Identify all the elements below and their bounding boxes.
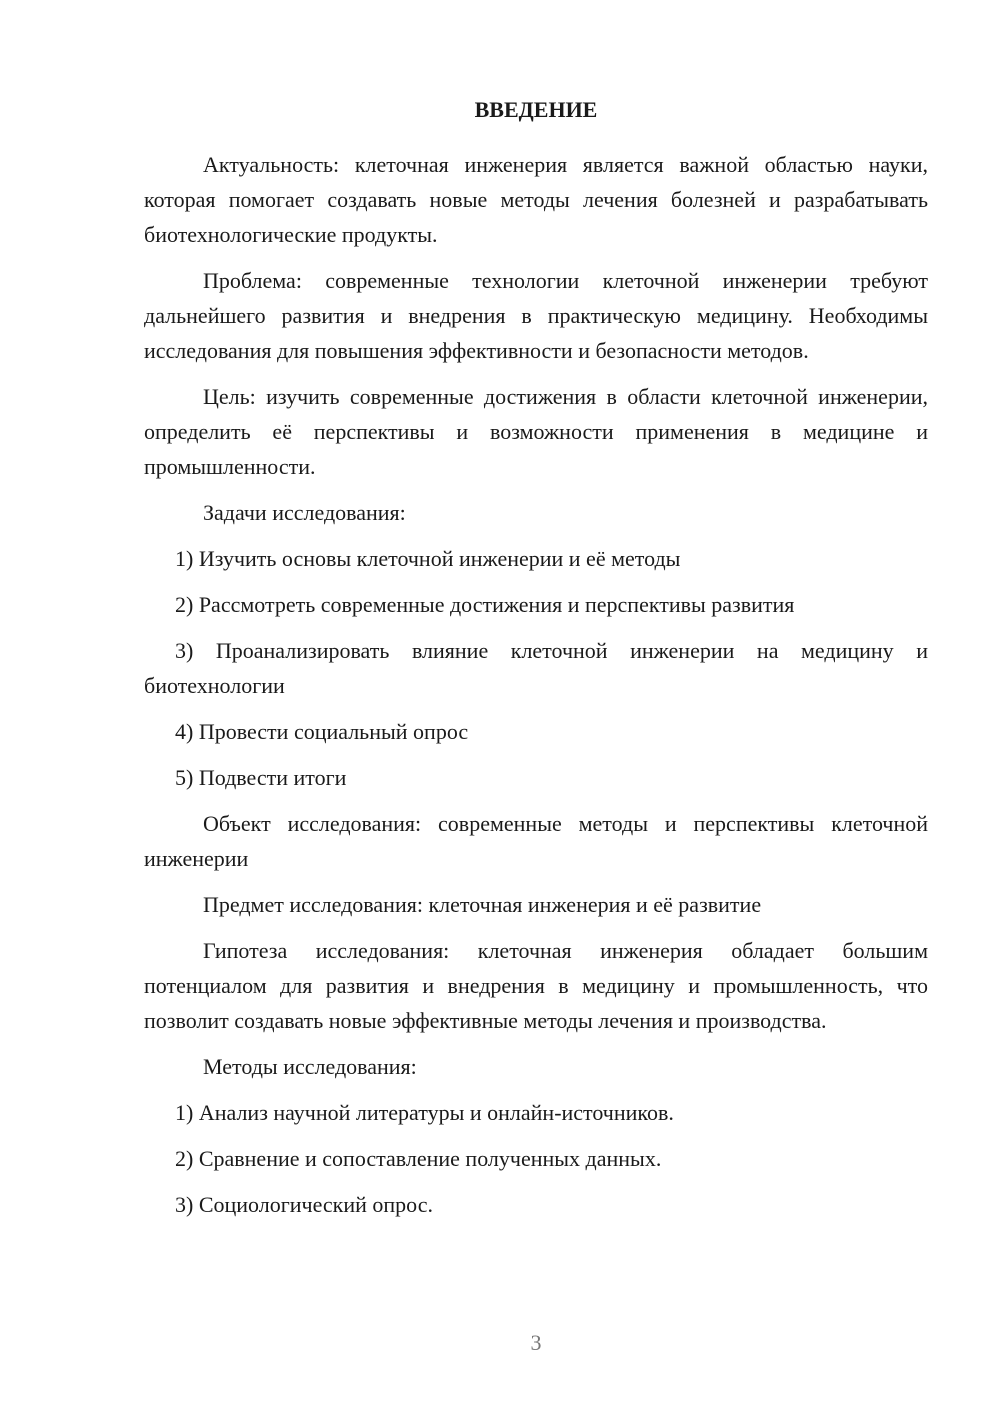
page-number: 3 xyxy=(530,1330,542,1355)
method-item: 1) Анализ научной литературы и онлайн-источников. xyxy=(175,1100,674,1125)
goal-paragraph: Цель: изучить современные достижения в области клеточной инженерии, определить её перспективы и возможности применения в медицине и промышленности. xyxy=(144,384,928,479)
method-item: 2) Сравнение и сопоставление полученных данных. xyxy=(175,1146,662,1171)
tasks-title: Задачи исследования: xyxy=(203,500,406,525)
task-item: 1) Изучить основы клеточной инженерии и её методы xyxy=(175,546,681,571)
object-paragraph: Объект исследования: современные методы и перспективы клеточной инженерии xyxy=(144,811,928,871)
hypothesis-paragraph: Гипотеза исследования: клеточная инженерия обладает большим потенциалом для развития и внедрения в медицину и промышленность, что позволит создавать новые эффективные методы лечения и производства. xyxy=(144,938,928,1033)
task-item: 2) Рассмотреть современные достижения и перспективы развития xyxy=(175,592,795,617)
subject-paragraph: Предмет исследования: клеточная инженерия и её развитие xyxy=(203,892,762,917)
task-item: 3) Проанализировать влияние клеточной инженерии на медицину и биотехнологии xyxy=(144,638,928,698)
relevance-paragraph: Актуальность: клеточная инженерия является важной областью науки, которая помогает создавать новые методы лечения болезней и разрабатывать биотехнологические продукты. xyxy=(144,152,928,247)
document-body xyxy=(144,92,928,1233)
task-item: 5) Подвести итоги xyxy=(175,765,347,790)
section-heading: ВВЕДЕНИЕ xyxy=(474,97,598,122)
method-item: 3) Социологический опрос. xyxy=(175,1192,433,1217)
task-item: 4) Провести социальный опрос xyxy=(175,719,469,744)
problem-paragraph: Проблема: современные технологии клеточной инженерии требуют дальнейшего развития и внедрения в практическую медицину. Необходимы исследования для повышения эффективности и безопасности методов. xyxy=(144,268,928,363)
methods-title: Методы исследования: xyxy=(203,1054,417,1079)
